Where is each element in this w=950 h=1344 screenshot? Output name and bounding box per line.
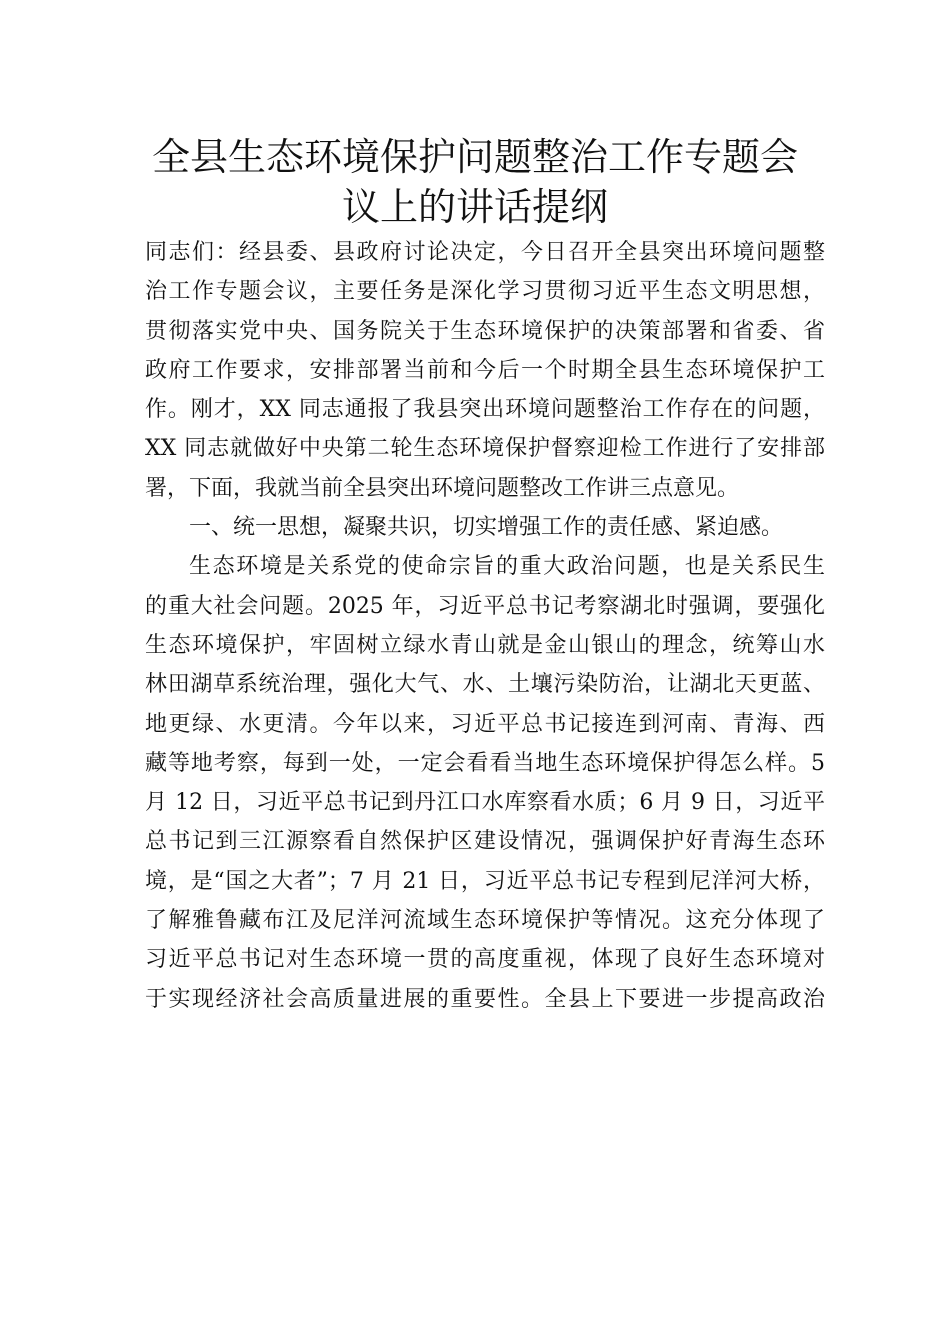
body-line: 月 12 日，习近平总书记到丹江口水库察看水质；6 月 9 日，习近平	[145, 790, 825, 816]
body-line: 了解雅鲁藏布江及尼洋河流域生态环境保护等情况。这充分体现了	[145, 908, 825, 934]
body-line: 总书记到三江源察看自然保护区建设情况，强调保护好青海生态环	[145, 829, 825, 855]
body-line: 署，下面，我就当前全县突出环境问题整改工作讲三点意见。	[145, 475, 740, 501]
body-line: 生态环境是关系党的使命宗旨的重大政治问题，也是关系民生	[189, 554, 825, 580]
body-line: XX 同志就做好中央第二轮生态环境保护督察迎检工作进行了安排部	[145, 436, 825, 462]
body-line: 地更绿、水更清。今年以来，习近平总书记接连到河南、青海、西	[145, 711, 825, 737]
body-line: 贯彻落实党中央、国务院关于生态环境保护的决策部署和省委、省	[145, 318, 825, 344]
body-line: 藏等地考察，每到一处，一定会看看当地生态环境保护得怎么样。5	[145, 750, 825, 776]
title-line-2: 议上的讲话提纲	[341, 185, 608, 229]
section-heading: 一、统一思想，凝聚共识，切实增强工作的责任感、紧迫感。	[189, 515, 784, 541]
body-line: 境，是“国之大者”；7 月 21 日，习近平总书记专程到尼洋河大桥，	[145, 868, 825, 894]
body-line: 生态环境保护，牢固树立绿水青山就是金山银山的理念，统筹山水	[145, 632, 825, 658]
body-line: 同志们：经县委、县政府讨论决定，今日召开全县突出环境问题整	[145, 240, 825, 265]
title-line-1: 全县生态环境保护问题整治工作专题会	[151, 135, 798, 179]
body-line: 作。刚才，XX 同志通报了我县突出环境问题整治工作存在的问题，	[145, 397, 825, 423]
body-line: 治工作专题会议，主要任务是深化学习贯彻习近平生态文明思想，	[145, 279, 825, 305]
body-line: 习近平总书记对生态环境一贯的高度重视，体现了良好生态环境对	[145, 947, 825, 973]
body-line: 于实现经济社会高质量进展的重要性。全县上下要进一步提高政治	[145, 986, 825, 1012]
document-title	[120, 132, 830, 232]
body-line: 林田湖草系统治理，强化大气、水、土壤污染防治，让湖北天更蓝、	[145, 672, 825, 698]
body-line: 的重大社会问题。2025 年，习近平总书记考察湖北时强调，要强化	[145, 593, 825, 619]
body-line: 政府工作要求，安排部署当前和今后一个时期全县生态环境保护工	[145, 357, 825, 383]
document-body	[145, 233, 825, 1019]
